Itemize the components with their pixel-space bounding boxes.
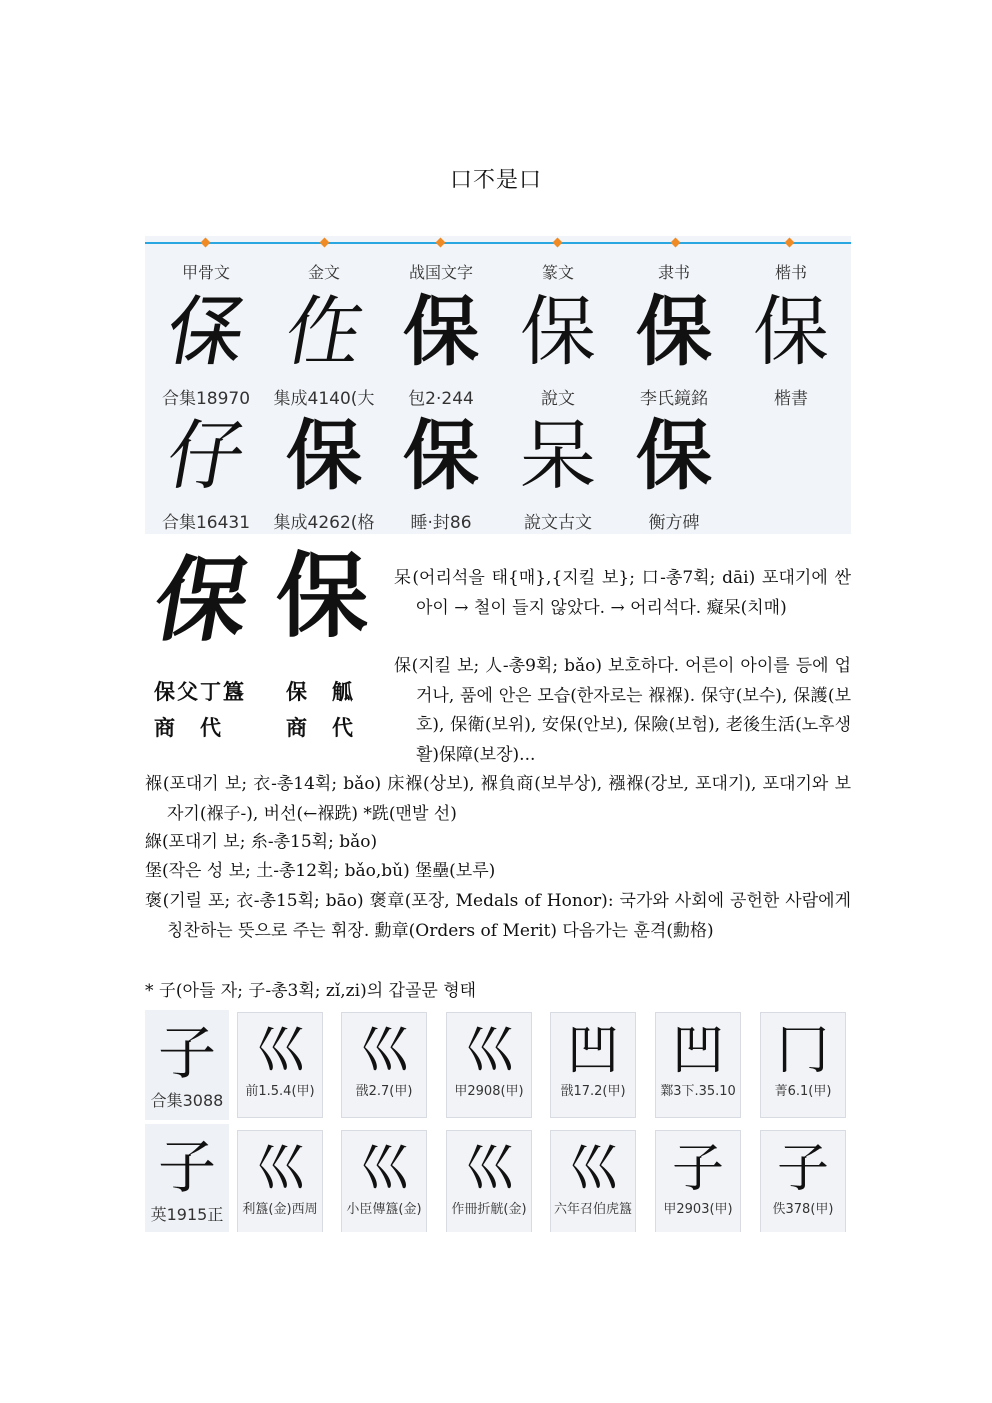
inscription-caption: 保父丁簋 [154, 680, 246, 704]
entry-bao-praise: 褒(기릴 포; 衣-총15획; bāo) 褒章(포장, Medals of Honor): 국가와 사회에 공헌한 사람에게 칭찬하는 뜻으로 주는 휘장. 勳章(Orders of Merit) 다음가는 훈격(勳格) [145, 891, 851, 941]
oracle-glyph: 巛 [462, 1021, 515, 1081]
oracle-cell [341, 1130, 427, 1232]
oracle-label: 菁6.1(甲) [774, 1084, 832, 1099]
bronze-inscription-figure [148, 542, 386, 742]
oracle-label: 英1915正 [150, 1205, 224, 1224]
glyph-oracle: 仔 [160, 411, 252, 500]
oracle-label: 六年召伯虎簋 [553, 1202, 632, 1217]
inscription-period: 商 代 [154, 716, 223, 740]
oracle-label: 作冊折觥(金) [451, 1202, 527, 1217]
glyph-warring-states: 保 [403, 287, 479, 376]
oracle-glyph: 巛 [462, 1139, 515, 1199]
oracle-side-cell [145, 1010, 229, 1120]
glyph-clerical: 保 [636, 287, 712, 376]
entry-dai: 呆(어리석을 태{매},{지킬 보}; 口-총7획; dāi) 포대기에 싼 아이 → 철이 들지 않았다. → 어리석다. 癡呆(치매) [394, 568, 851, 618]
oracle-cell [760, 1130, 846, 1232]
oracle-label: 鄴3下.35.10 [660, 1084, 736, 1099]
entry-bao-fort: 堡(작은 성 보; 土-총12획; bǎo,bǔ) 堡壘(보루) [145, 861, 496, 881]
oracle-label: 戩2.7(甲) [355, 1084, 413, 1099]
oracle-cell [237, 1012, 323, 1118]
glyph-stele: 保 [636, 411, 712, 500]
timeline-dot [436, 238, 446, 248]
oracle-label: 甲2908(甲) [454, 1084, 524, 1099]
source-label: 睡·封86 [410, 513, 472, 533]
glyph-qin-slip: 保 [403, 411, 479, 500]
oracle-glyph: 巛 [566, 1139, 619, 1199]
oracle-side-cell [145, 1124, 229, 1232]
source-label: 包2·244 [408, 389, 474, 409]
oracle-cell [550, 1012, 636, 1118]
oracle-label: 前1.5.4(甲) [245, 1084, 315, 1099]
oracle-label: 佚378(甲) [772, 1202, 834, 1217]
inscription-glyph: 保 [276, 542, 369, 650]
glyph-ancient-script: 呆 [520, 411, 596, 500]
source-label: 集成4262(格 [273, 513, 375, 533]
page-title: 口不是口 [449, 168, 542, 193]
entry-bao-protect: 保(지킬 보; 人-총9획; bǎo) 보호하다. 어른이 아이를 등에 업거나, 품에 안은 모습(한자로는 褓褓). 保守(보수), 保護(보호), 保衛(보위), 安保(안보), 保險(보험), 老後生活(노후생활)保障(보장)... [394, 656, 851, 765]
entry-bao-silk: 緥(포대기 보; 糸-총15획; bǎo) [145, 832, 378, 852]
oracle-glyph: 子 [671, 1139, 724, 1199]
oracle-cell [446, 1012, 532, 1118]
oracle-cell [237, 1130, 323, 1232]
oracle-glyph: 巛 [253, 1139, 306, 1199]
glyph-bronze: 㑅 [278, 287, 370, 376]
timeline-dot [553, 238, 563, 248]
oracle-cell [655, 1130, 741, 1232]
oracle-glyph: 子 [776, 1139, 829, 1199]
stage-label: 楷书 [774, 263, 807, 282]
glyph-regular: 保 [753, 287, 829, 376]
oracle-glyph: 冂 [776, 1021, 829, 1081]
oracle-label: 利簋(金)西周 [242, 1202, 318, 1217]
stage-label: 隶书 [657, 263, 690, 282]
timeline-dot [671, 238, 681, 248]
entry-bao-swaddle: 褓(포대기 보; 衣-총14획; bǎo) 床褓(상보), 褓負商(보부상), 襁褓(강보, 포대기), 포대기와 보자기(褓子-), 버선(←褓跣) *跣(맨발 선) [145, 774, 851, 824]
source-label: 說文古文 [524, 513, 592, 533]
oracle-cell [446, 1130, 532, 1232]
source-label: 集成4140(大 [273, 389, 375, 409]
oracle-label: 甲2903(甲) [663, 1202, 733, 1217]
timeline-dot [785, 238, 795, 248]
oracle-cell [760, 1012, 846, 1118]
oracle-label: 小臣傳簋(金) [346, 1202, 422, 1217]
oracle-glyph: 凹 [671, 1021, 724, 1081]
glyph-bronze: 保 [286, 411, 362, 500]
oracle-glyph: 巛 [253, 1021, 306, 1081]
timeline-dot [201, 238, 211, 248]
oracle-label: 戩17.2(甲) [560, 1084, 626, 1099]
source-label: 衡方碑 [648, 513, 700, 533]
oracle-label: 合集3088 [150, 1091, 224, 1110]
inscription-period: 商 代 [286, 716, 355, 740]
timeline-dot [320, 238, 330, 248]
oracle-glyph: 子 [157, 1133, 216, 1201]
source-label: 合集18970 [161, 389, 251, 409]
oracle-glyph: 巛 [357, 1139, 410, 1199]
source-label: 說文 [541, 389, 575, 409]
source-label: 合集16431 [161, 513, 251, 533]
inscription-glyph: 保 [146, 546, 258, 654]
oracle-cell [655, 1012, 741, 1118]
oracle-cell [550, 1130, 636, 1232]
glyph-oracle: 𠈃 [160, 287, 252, 376]
stage-label: 甲骨文 [181, 263, 230, 282]
oracle-glyph: 凹 [566, 1021, 619, 1081]
evolution-panel [145, 236, 851, 534]
inscription-caption: 保 觚 [286, 680, 355, 704]
stage-label: 篆文 [541, 263, 574, 282]
oracle-note: * 子(아들 자; 子-총3획; zǐ,zi)의 갑골문 형태 [145, 981, 477, 1001]
glyph-seal: 保 [520, 287, 596, 376]
oracle-bone-grid [145, 1010, 851, 1232]
oracle-cell [341, 1012, 427, 1118]
stage-label: 战国文字 [408, 263, 473, 282]
timeline-line [145, 242, 851, 244]
source-label: 李氏鏡銘 [640, 389, 708, 409]
oracle-glyph: 子 [157, 1019, 216, 1087]
source-label: 楷書 [774, 389, 808, 409]
stage-label: 金文 [307, 263, 340, 282]
oracle-glyph: 巛 [357, 1021, 410, 1081]
